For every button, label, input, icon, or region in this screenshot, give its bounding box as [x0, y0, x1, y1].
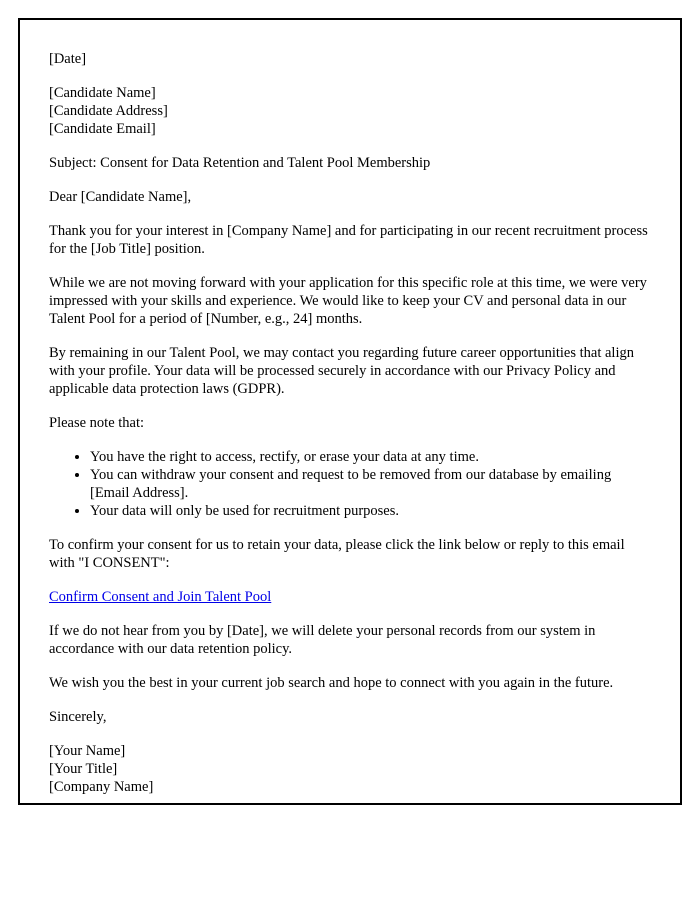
rights-bullet-list — [49, 448, 651, 520]
bullet-withdraw-consent: • You can withdraw your consent and request to be removed from our database by emailing [Email Address]. — [90, 466, 651, 502]
signature-block — [49, 742, 651, 796]
consent-link-paragraph — [49, 588, 651, 606]
paragraph-talent-pool: While we are not moving forward with your application for this specific role at this time, we were very impressed with your skills and experience. We would like to keep your CV and personal data in our Talent Pool for a period of [Number, e.g., 24] months. — [49, 275, 647, 327]
confirm-consent-link[interactable]: Confirm Consent and Join Talent Pool — [49, 589, 272, 605]
recipient-email-line: [Candidate Email] — [49, 121, 156, 137]
bullet-recruitment-only: • Your data will only be used for recruitment purposes. — [90, 502, 651, 520]
bullet-access-rights: • You have the right to access, rectify, or erase your data at any time. — [90, 448, 651, 466]
paragraph-deletion-notice: If we do not hear from you by [Date], we will delete your personal records from our system in accordance with our data retention policy. — [49, 623, 596, 657]
recipient-block — [49, 84, 651, 138]
salutation: Dear [Candidate Name], — [49, 189, 192, 205]
recipient-address-line: [Candidate Address] — [49, 103, 168, 119]
paragraph-closing-wishes: We wish you the best in your current job search and hope to connect with you again in the future. — [49, 675, 614, 691]
letter-page — [18, 18, 682, 805]
date-line: [Date] — [49, 51, 87, 67]
paragraph-consent-instruction: To confirm your consent for us to retain your data, please click the link below or reply to this email with "I CONSENT": — [49, 537, 625, 571]
signature-company-line: [Company Name] — [49, 779, 154, 795]
sign-off: Sincerely, — [49, 709, 107, 725]
signature-title-line: [Your Title] — [49, 761, 118, 777]
recipient-name-line: [Candidate Name] — [49, 85, 156, 101]
paragraph-note-intro: Please note that: — [49, 415, 145, 431]
paragraph-data-processing: By remaining in our Talent Pool, we may contact you regarding future career opportunities that align with your profile. Your data will be processed securely in accordance with our Privacy Policy and applicable data protection laws (GDPR). — [49, 345, 634, 397]
signature-name-line: [Your Name] — [49, 743, 126, 759]
paragraph-intro: Thank you for your interest in [Company Name] and for participating in our recent recruitment process for the [Job Title] position. — [49, 223, 648, 257]
subject-line: Subject: Consent for Data Retention and Talent Pool Membership — [49, 155, 431, 171]
